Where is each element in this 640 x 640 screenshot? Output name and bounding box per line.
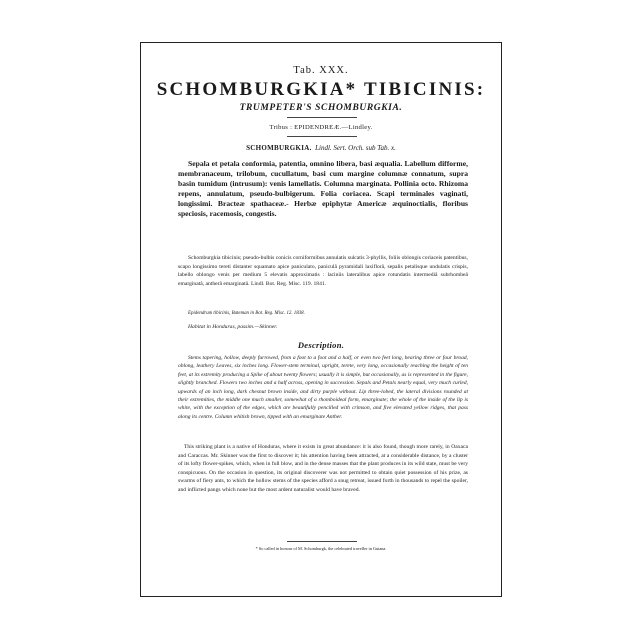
page-title: SCHOMBURGKIA* TIBICINIS: bbox=[156, 79, 486, 100]
tribus-line: Tribus : EPIDENDREÆ.—Lindley. bbox=[269, 124, 373, 131]
species-description bbox=[178, 254, 468, 288]
divider-rule bbox=[287, 136, 357, 137]
genus-citation: Lindl. Sert. Orch. sub Tab. x. bbox=[315, 144, 396, 152]
plate-number: Tab. XXX. bbox=[293, 65, 349, 76]
footnote: * So called in honour of M. Schomburgk, the celebrated traveller in Guiana. bbox=[255, 546, 387, 551]
genus-heading bbox=[141, 144, 501, 152]
body-paragraph bbox=[178, 443, 468, 495]
page-subtitle: TRUMPETER'S SCHOMBURGKIA. bbox=[239, 103, 403, 113]
synonym-line: Epidendrum tibicinis, Bateman in Bot. Reg. Misc. 12. 1838. bbox=[188, 311, 305, 316]
document-page bbox=[140, 42, 502, 597]
description-heading: Description. bbox=[297, 340, 345, 350]
species-description-text: Schomburgkia tibicinis; pseudo-bulbis conicis corniformibus annulatis sulcatis 3-phyllis, foliis oblongis coriaceis patentibus, scapo longissimo tereti distanter squamato apice paniculato, paniculâ pyramidali laxiflorâ, sepalis petalisque undulatis crispis, labello oblongo venis per medium 5 elevatis approximatis : laciniis lateralibus apice rotundatis intermediâ subrhombeâ emarginatâ, antherâ emarginatâ. Lindl. Bot. Reg. Misc. 119. 1841. bbox=[178, 255, 468, 287]
divider-rule bbox=[287, 117, 357, 118]
genus-name: SCHOMBURGKIA. bbox=[246, 144, 312, 152]
description-text: Stems tapering, hollow, deeply furrowed, from a foot to a foot and a half, or even two feet long, bearing three or four broad, oblong, leathery Leaves, six inches long. Flower-stem terminal, upright, terete, very long, occasionally reaching the height of ten feet, at its extremity producing a Spike of about twenty flowers; usually it is simple, but occasionally, as is represented in the figure, slightly branched. Flowers two inches and a half across, opening in succession. Sepals and Petals nearly equal, very much curled, upwards of an inch long, dark chesnut brown inside, and dirty purple without. Lip three-lobed, the lateral divisions rounded at their extremities, the middle one much smaller, somewhat of a rhomboideal form, emarginate; the whole of the inside of the lip is white, with the exception of the edges, which are beautifully pencilled with crimson, and five elevated yellow ridges, that pass along its centre. Column whitish brown, tipped with an emarginate Anther. bbox=[178, 355, 468, 420]
body-text: This striking plant is a native of Honduras, where it exists in great abundance: it is also found, though more rarely, in Oaxaca and Caraccas. Mr. Skinner was the first to discover it; his attention having been attracted, at a considerable distance, by a cluster of its lofty flower-spikes, which, when in full blow, and in the dense masses that the plant produces in its wild state, must be very conspicuous. On the occasion in question, its original discoverer was not permitted to obtain quiet possession of his prize, as swarms of fiery ants, to which the hollow stems of the species afford a snug retreat, issued forth in thousands to repel the spoiler, and inflicted pangs which none but the most ardent naturalist would have braved. bbox=[178, 444, 468, 493]
genus-description bbox=[178, 159, 468, 219]
description-block bbox=[178, 354, 468, 421]
divider-rule bbox=[287, 541, 357, 542]
habitat-line: Habitat in Honduras, passim.—Skinner. bbox=[188, 324, 278, 330]
genus-description-text: Sepala et petala conformia, patentia, omnino libera, basi æqualia. Labellum difforme, membranaceum, trilobum, cucullatum, basi cum margine columnæ connatum, supra basin tumidum (intrusum): venis lamellatis. Columna marginata. Pollinia octo. Rhizoma repens, annulatum, pseudo-bulbigerum. Folia coriacea. Scapi terminales vaginati, longissimi. Bracteæ spathaceæ.- Herbæ epiphytæ Americæ æquinoctialis, floribus speciosis, racemosis, congestis. bbox=[178, 159, 468, 218]
